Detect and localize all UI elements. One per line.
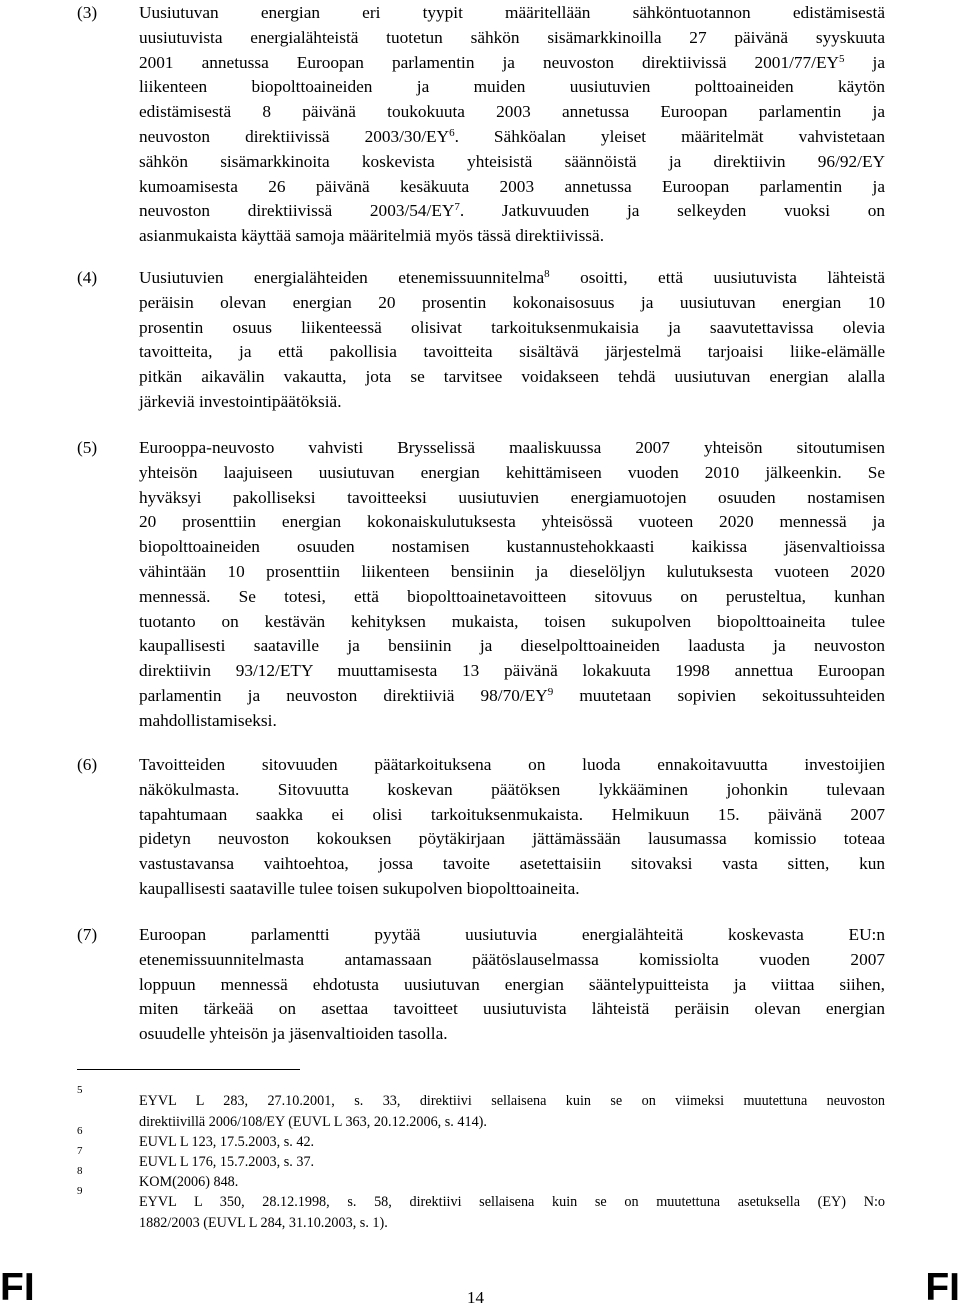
footnote-number: 6 (77, 1125, 83, 1137)
footnote-text: EUVL L 176, 15.7.2003, s. 37. (139, 1154, 315, 1170)
footnote-ref: 5 (839, 52, 845, 65)
recital-number: (3) (77, 3, 98, 22)
recital-text: Uusiutuvan energian eri tyypit määritellään sähköntuotannon edistämisestä uusiutuvista energialähteistä tuotetun sähkön sisämarkkinoilla 27 päivänä syyskuuta 2001 annetussa Euroopan parlamentin ja neuvoston direktiivissä $2001/77/EY^5$ ja liikenteen biopolttoaineiden ja muiden uusiutuvien polttoaineiden käytön edistämisestä 8 päivänä toukokuuta 2003 annetussa Euroopan parlamentin ja neuvoston direktiivissä $2003/30/EY^6$. Sähköalan yleiset määritelmät vahvistetaan sähkön sisämarkkinoita koskevista yhteisistä säännöistä ja direktiivin 96/92/EY kumoamisesta 26 päivänä kesäkuuta 2003 annetussa Euroopan parlamentin ja neuvoston direktiivissä $2003/54/EY^7$. Jatkuvuuden ja selkeyden vuoksi on asianmukaista käyttää samoja määritelmiä myös tässä direktiivissä. (139, 3, 886, 246)
recital-text: Eurooppa-neuvosto vahvisti Brysselissä maaliskuussa 2007 yhteisön sitoutumisen yhteisön laajuiseen uusiutuvan energian kehittämiseen vuoden 2010 jälkeenkin. Se hyväksyi pakolliseksi tavoitteeksi uusiutuvien energiamuotojen osuuden nostamisen 20 prosenttiin energian kokonaiskulutuksesta yhteisössä vuoteen 2020 mennessä ja biopolttoaineiden osuuden nostamisen kustannustehokkaasti kaikissa jäsenvaltioissa vähintään 10 prosenttiin liikenteen bensiinin ja dieselöljyn kulutuksesta vuoteen 2020 mennessä. Se totesi, että biopolttoainetavoitteen sitovuus on perusteltua, kunhan tuotanto on kestävän kehityksen mukaista, toisen sukupolven biopolttoaineita tulee kaupallisesti saataville ja bensiinin ja dieselpolttoaineiden laadusta ja neuvoston direktiivin 93/12/ETY muuttamisesta 13 päivänä lokakuuta 1998 annettua Euroopan parlamentin ja neuvoston direktiiviä $98/70/EY^9$ muutetaan sopivien sekoitussuhteiden mahdollistamiseksi. (139, 438, 885, 730)
footnote-ref: 6 (449, 126, 455, 139)
footnote-text: KOM(2006) 848. (139, 1174, 239, 1190)
footnote-text: EYVL L 283, 27.10.2001, s. 33, direktiivi sellaisena kuin se on viimeksi muutettuna neuvoston direktiivillä 2006/108/EY (EUVL L 363, 20.12.2006, s. 414). (139, 1093, 885, 1130)
recital-number: (6) (77, 755, 98, 774)
footnote-separator (77, 1069, 300, 1070)
recital-number: (7) (77, 925, 98, 944)
footnote-ref: 8 (544, 268, 550, 280)
recital-text: Tavoitteiden sitovuuden päätarkoituksena on luoda ennakoitavuutta investoijien näkökulmasta. Sitovuutta koskevan päätöksen lykkääminen johonkin tulevaan tapahtumaan saakka ei olisi tarkoituksenmukaista. Helmikuun 15. päivänä 2007 pidetyn neuvoston kokouksen pöytäkirjaan jättämässään lausumassa komissio toteaa vastustavansa vaihtoehtoa, jossa tavoite asetettaisiin sitovaksi vasta sitten, kun kaupallisesti saataville tulee toisen sukupolven biopolttoaineita. (139, 755, 885, 898)
language-code-right: FI (925, 1266, 960, 1309)
footnote-number: 5 (77, 1084, 83, 1096)
footnote-number: 7 (77, 1145, 83, 1157)
footnote-text: EUVL L 123, 17.5.2003, s. 42. (139, 1134, 315, 1150)
footnote-ref: 7 (454, 201, 460, 214)
page-number: 14 (467, 1288, 484, 1307)
recital-number: (4) (77, 268, 98, 287)
footnote-number: 8 (77, 1165, 83, 1177)
footnote-ref: 9 (547, 685, 554, 698)
language-code-left: FI (0, 1266, 35, 1309)
footnote-text: EYVL L 350, 28.12.1998, s. 58, direktiivi sellaisena kuin se on muutettuna asetuksella (EY) N:o 1882/2003 (EUVL L 284, 31.10.2003, s. 1). (139, 1194, 885, 1231)
recital-text: Euroopan parlamentti pyytää uusiutuvia energialähteitä koskevasta EU:n etenemissuunnitelmasta antamassaan päätöslauselmassa komissiolta vuoden 2007 loppuun mennessä ehdotusta uusiutuvan energian sääntelypuitteista ja viittaa siihen, miten tärkeää on asettaa tavoitteet uusiutuvista lähteistä peräisin olevan energian osuudelle yhteisön ja jäsenvaltioiden tasolla. (139, 925, 885, 1044)
recital-number: (5) (77, 438, 98, 457)
recital-text: Uusiutuvien energialähteiden etenemissuunnitelma$^8$ osoitti, että uusiutuvista lähteistä peräisin olevan energian 20 prosentin kokonaisosuus ja uusiutuvan energian 10 prosentin osuus liikenteessä olisivat tarkoituksenmukaisia ja saavutettavissa olevia tavoitteita, ja että pakollisia tavoitteita sisältävä järjestelmä tarjoaisi liike-elämälle pitkän aikavälin vakautta, jota se tarvitsee voidakseen tehdä uusiutuvan energian alalla järkeviä investointipäätöksiä. (139, 268, 885, 411)
footnote-number: 9 (77, 1185, 83, 1197)
